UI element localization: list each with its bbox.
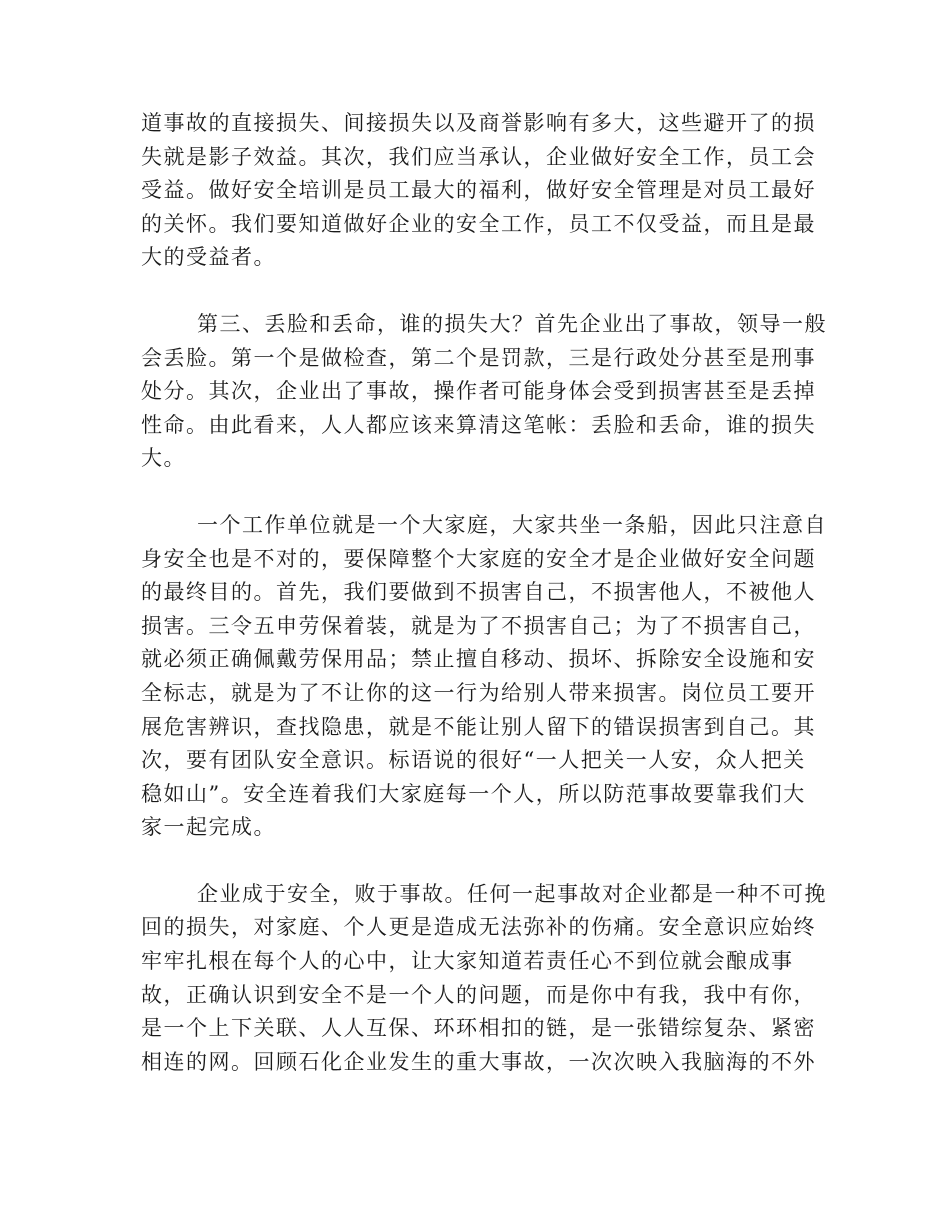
text-line: 企业成于安全，败于事故。任何一起事故对企业都是一种不可挽	[197, 881, 827, 906]
paragraph-3	[141, 509, 827, 845]
text-line: 次，要有团队安全意识。标语说的很好“一人把关一人安，众人把关	[141, 748, 806, 773]
paragraph-1	[141, 107, 816, 275]
text-line: 受益。做好安全培训是员工最大的福利，做好安全管理是对员工最好	[141, 178, 816, 203]
text-line: 故，正确认识到安全不是一个人的问题，而是你中有我，我中有你，	[141, 982, 816, 1007]
text-line: 稳如山”。安全连着我们大家庭每一个人，所以防范事故要靠我们大	[141, 781, 806, 806]
text-line: 会丢脸。第一个是做检查，第二个是罚款，三是行政处分甚至是刑事	[141, 345, 816, 370]
paragraph-2	[141, 308, 827, 476]
text-line: 的最终目的。首先，我们要做到不损害自己，不损害他人，不被他人	[141, 580, 816, 605]
text-line: 一个工作单位就是一个大家庭，大家共坐一条船，因此只注意自	[197, 512, 827, 537]
text-line: 全标志，就是为了不让你的这一行为给别人带来损害。岗位员工要开	[141, 680, 816, 705]
text-line: 大的受益者。	[141, 245, 276, 270]
paragraph-4	[141, 878, 827, 1080]
text-line: 回的损失，对家庭、个人更是造成无法弥补的伤痛。安全意识应始终	[141, 915, 816, 940]
text-line: 处分。其次，企业出了事故，操作者可能身体会受到损害甚至是丢掉	[141, 379, 816, 404]
text-line: 道事故的直接损失、间接损失以及商誉影响有多大，这些避开了的损	[141, 111, 816, 135]
text-line: 展危害辨识，查找隐患，就是不能让别人留下的错误损害到自己。其	[141, 714, 816, 739]
text-line: 第三、丢脸和丢命，谁的损失大？首先企业出了事故，领导一般	[197, 311, 827, 336]
text-line: 家一起完成。	[141, 815, 276, 840]
text-line: 就必须正确佩戴劳保用品；禁止擅自移动、损坏、拆除安全设施和安	[141, 647, 816, 672]
text-line: 身安全也是不对的，要保障整个大家庭的安全才是企业做好安全问题	[141, 546, 816, 571]
text-line: 的关怀。我们要知道做好企业的安全工作，员工不仅受益，而且是最	[141, 211, 816, 236]
text-line: 性命。由此看来，人人都应该来算清这笔帐：丢脸和丢命，谁的损失	[141, 412, 816, 437]
text-line: 相连的网。回顾石化企业发生的重大事故，一次次映入我脑海的不外	[141, 1049, 816, 1074]
text-line: 是一个上下关联、人人互保、环环相扣的链，是一张错综复杂、紧密	[141, 1016, 816, 1041]
text-line: 失就是影子效益。其次，我们应当承认，企业做好安全工作，员工会	[141, 144, 816, 169]
document-body	[141, 107, 827, 1112]
text-line: 损害。三令五申劳保着装，就是为了不损害自己；为了不损害自己，	[141, 613, 816, 638]
text-line: 牢牢扎根在每个人的心中，让大家知道若责任心不到位就会酿成事	[141, 949, 794, 974]
text-line: 大。	[141, 446, 186, 471]
